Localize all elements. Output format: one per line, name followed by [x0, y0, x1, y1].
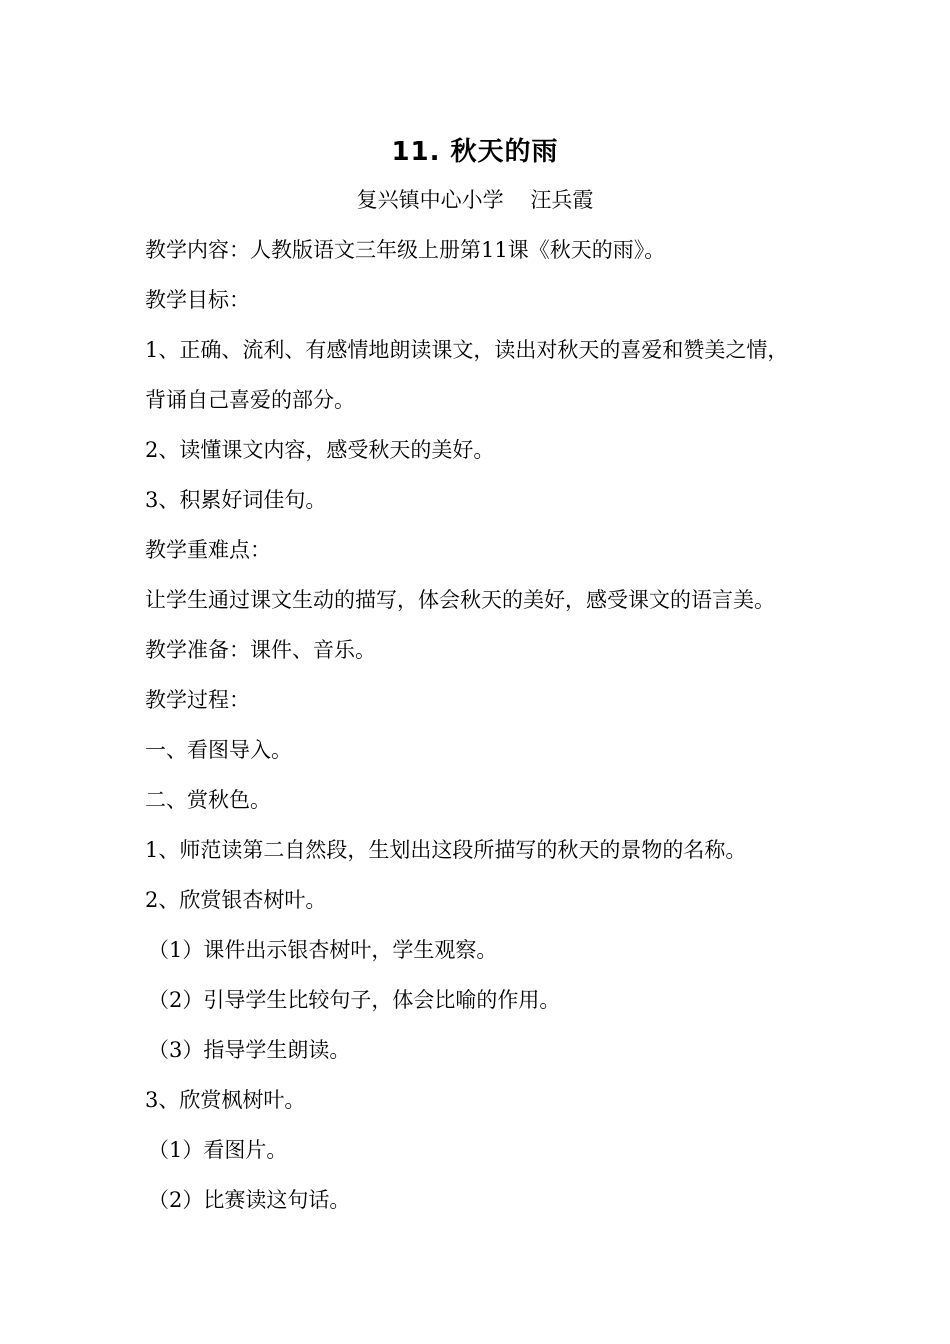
- text-line-step-two-2: 2、欣赏银杏树叶。: [145, 888, 327, 912]
- document-title: 11. 秋天的雨: [391, 137, 559, 167]
- text-line-sub-5: （2）比赛读这句话。: [148, 1188, 351, 1212]
- text-line-step-one: 一、看图导入。: [145, 738, 292, 762]
- text-line-sub-1: （1）课件出示银杏树叶，学生观察。: [148, 938, 498, 962]
- text-line-preparation: 教学准备：课件、音乐。: [145, 638, 376, 662]
- text-line-step-two: 二、赏秋色。: [145, 788, 271, 812]
- document-body: [145, 232, 865, 1232]
- text-line-process-heading: 教学过程：: [145, 688, 250, 712]
- text-line-goal-1-cont: 背诵自己喜爱的部分。: [145, 388, 355, 412]
- text-line-goal-1: 1、正确、流利、有感情地朗读课文，读出对秋天的喜爱和赞美之情，: [145, 338, 789, 362]
- text-line-key-points: 让学生通过课文生动的描写，体会秋天的美好，感受课文的语言美。: [145, 588, 775, 612]
- text-line-goals-heading: 教学目标：: [145, 288, 250, 312]
- text-line-key-points-heading: 教学重难点：: [145, 538, 271, 562]
- text-line-sub-2: （2）引导学生比较句子，体会比喻的作用。: [148, 988, 561, 1012]
- text-line-step-two-3: 3、欣赏枫树叶。: [145, 1088, 306, 1112]
- text-line-sub-3: （3）指导学生朗读。: [148, 1038, 351, 1062]
- text-line-goal-3: 3、积累好词佳句。: [145, 488, 327, 512]
- document-author: 复兴镇中心小学 汪兵霞: [356, 188, 594, 212]
- text-line-step-two-1: 1、师范读第二自然段，生划出这段所描写的秋天的景物的名称。: [145, 838, 747, 862]
- text-line-sub-4: （1）看图片。: [148, 1138, 288, 1162]
- text-line-teaching-content: 教学内容：人教版语文三年级上册第11课《秋天的雨》。: [145, 238, 666, 262]
- text-line-goal-2: 2、读懂课文内容，感受秋天的美好。: [145, 438, 495, 462]
